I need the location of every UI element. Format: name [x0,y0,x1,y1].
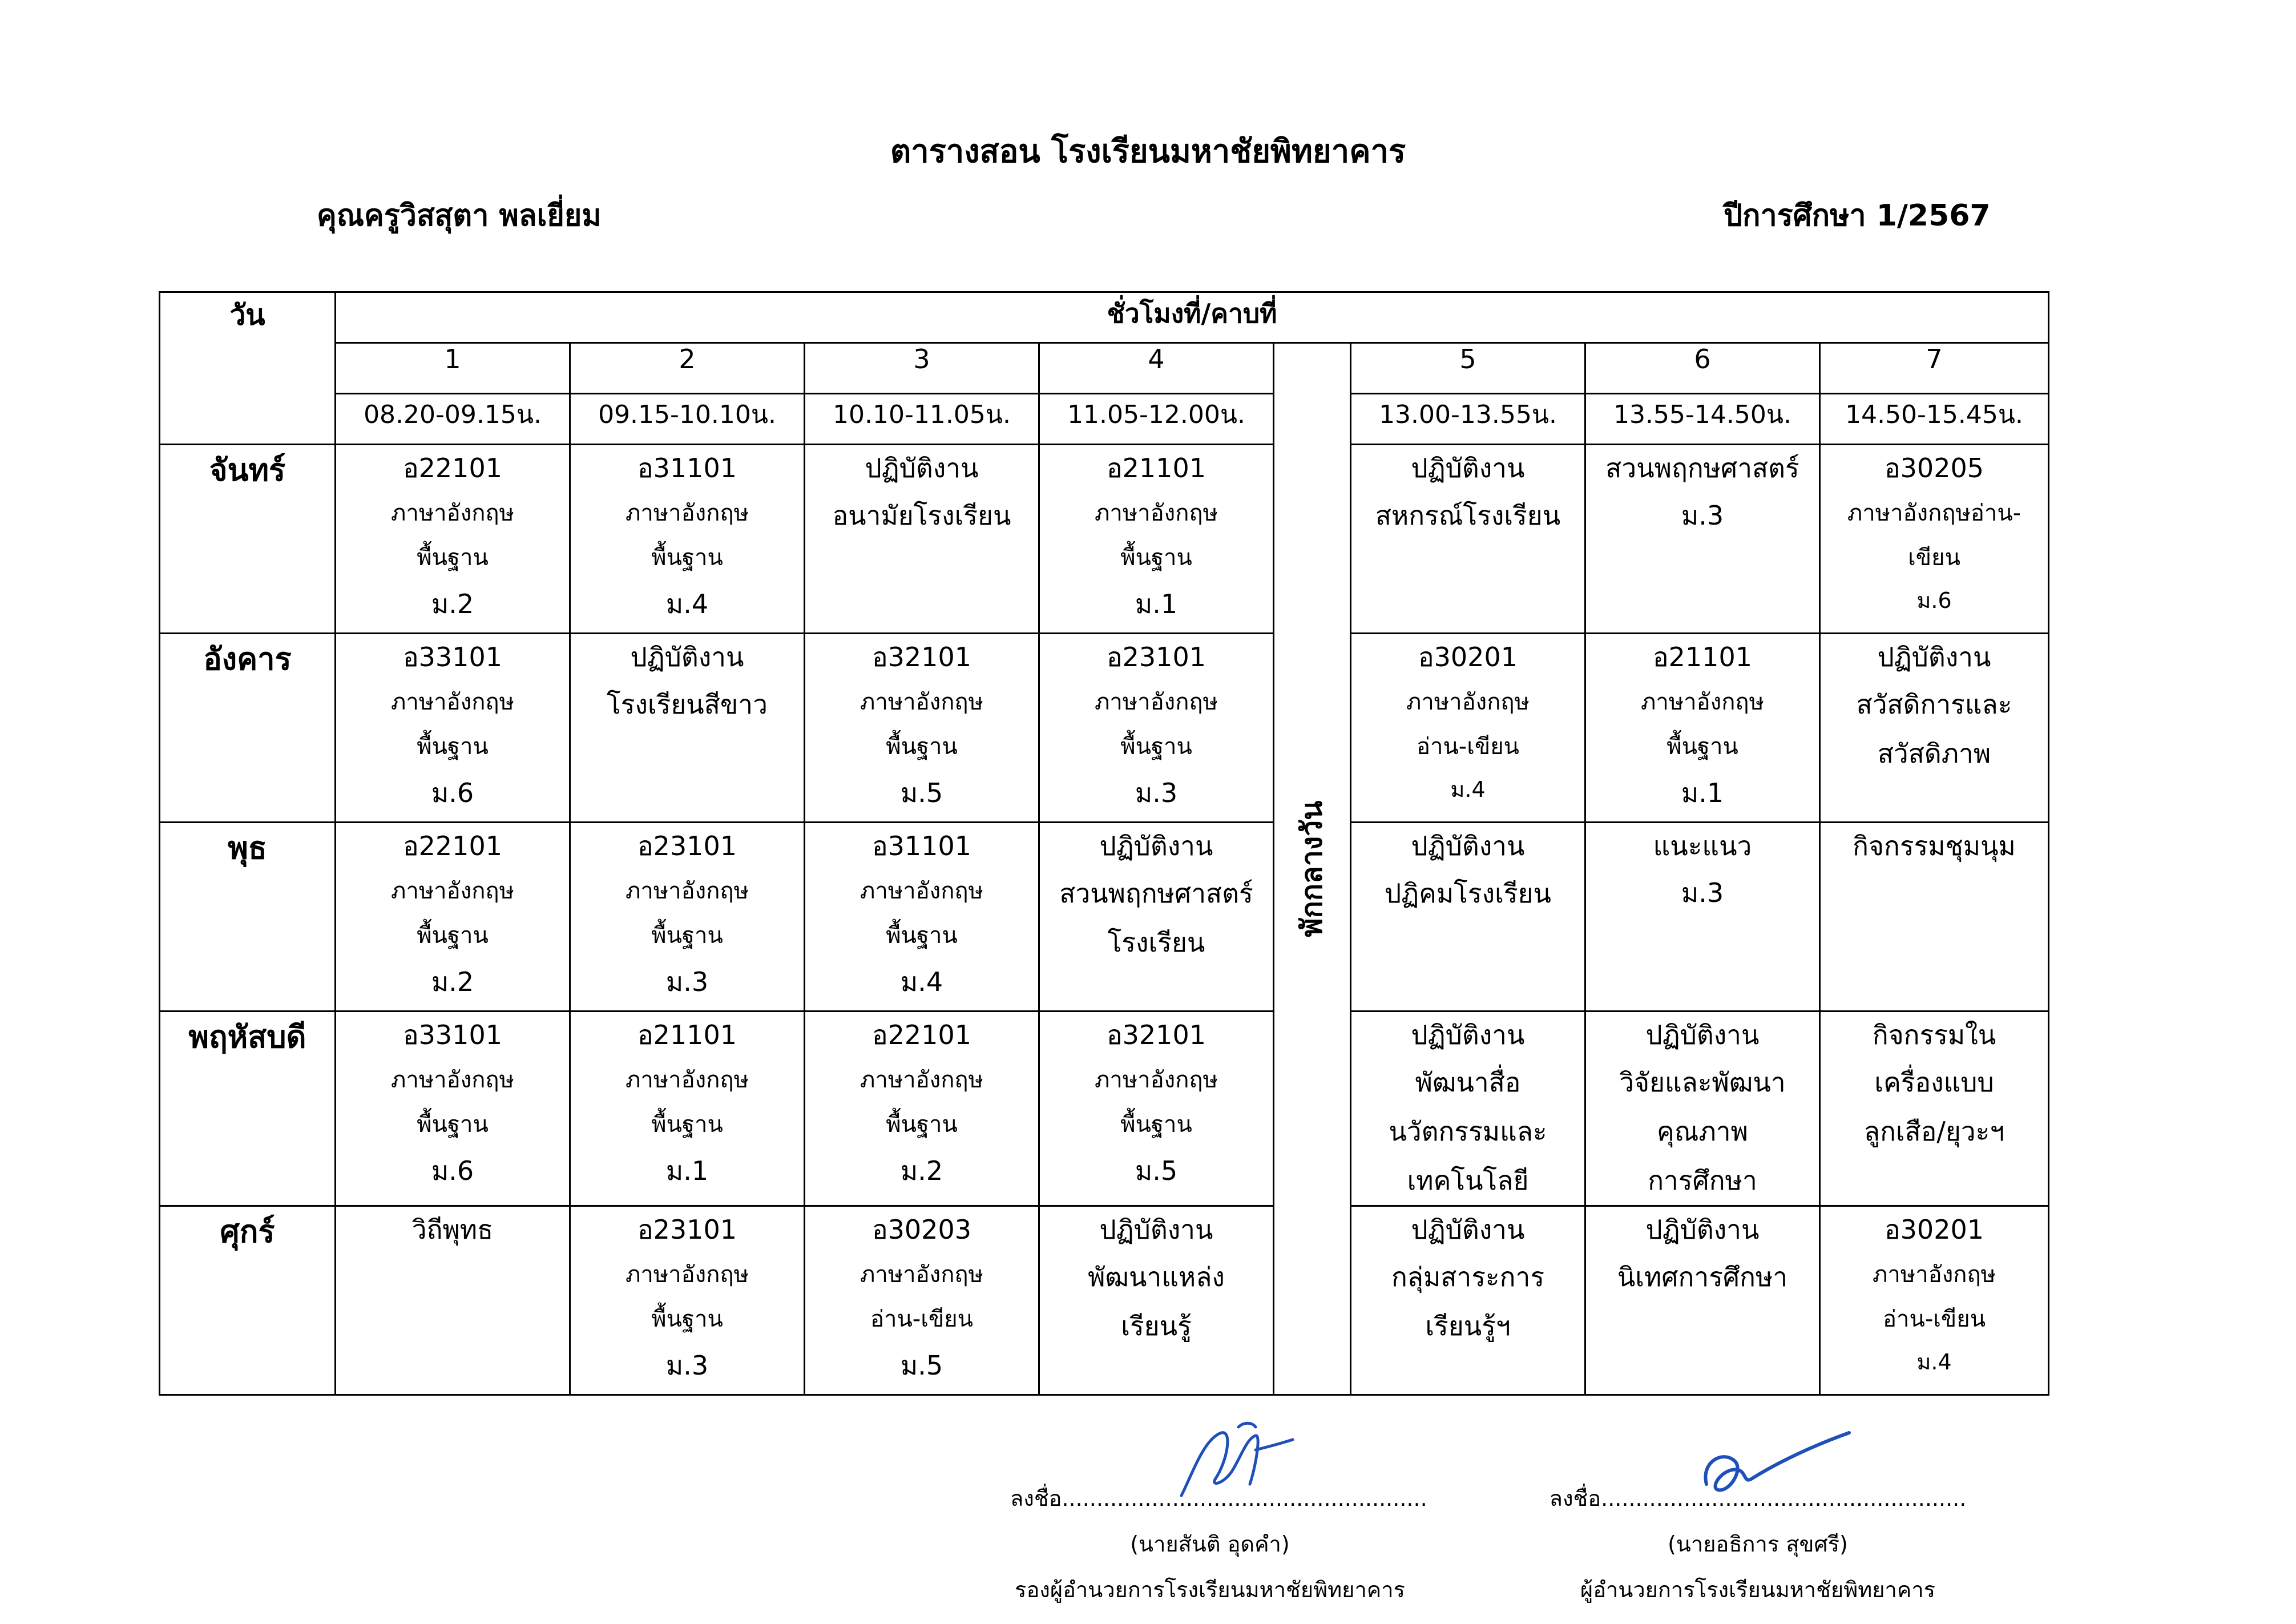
course-line: เขียน [1908,545,1960,571]
course-line: ภาษาอังกฤษ [860,1262,983,1288]
schedule-cell [1039,1012,1274,1206]
schedule-cell [1351,823,1585,1012]
course-line: พื้นฐาน [651,545,723,571]
course-line: ภาษาอังกฤษ [1406,689,1530,715]
course-line: พื้นฐาน [1120,545,1192,571]
grade-level: ม.5 [900,777,943,808]
day-label: พุธ [160,823,336,1012]
schedule-cell [1039,823,1274,1012]
signer-name: (นายอธิการ สุขศรี) [1668,1532,1848,1557]
course-line: ภาษาอังกฤษ [860,1067,983,1093]
duty-line: ปฏิบัติงาน [1645,1214,1760,1245]
duty-line: ปฏิบัติงาน [1099,831,1213,861]
course-line: ภาษาอังกฤษ [860,689,983,715]
duty-line: แนะแนว [1653,831,1752,861]
course-line: ภาษาอังกฤษ [1094,1067,1218,1093]
grade-level: ม.6 [431,1155,474,1186]
course-line: อ่าน-เขียน [870,1306,974,1332]
duty-line: ปฏิบัติงาน [1411,1019,1525,1050]
schedule-cell [1820,634,2049,823]
duty-line: ปฏิบัติงาน [1099,1214,1213,1245]
course-line: พื้นฐาน [1120,1111,1192,1138]
grade-level: ม.4 [900,966,943,997]
course-code: อ33101 [403,642,502,672]
course-line: พื้นฐาน [1120,734,1192,760]
duty-line: พัฒนาสื่อ [1415,1067,1521,1098]
schedule-cell [336,634,570,823]
course-code: อ30203 [872,1214,971,1245]
period-number: 2 [570,343,805,394]
schedule-cell [570,1206,805,1395]
schedule-cell [336,445,570,634]
course-line: ภาษาอังกฤษ [390,878,514,904]
course-line: ภาษาอังกฤษ [390,1067,514,1093]
duty-line: การศึกษา [1648,1165,1757,1196]
day-label: ศุกร์ [160,1206,336,1395]
schedule-cell [336,1012,570,1206]
duty-line: สวัสดิภาพ [1877,738,1991,769]
duty-line: เรียนรู้ [1121,1311,1192,1341]
course-code: อ22101 [872,1019,971,1050]
course-line: ภาษาอังกฤษ [1640,689,1764,715]
course-line: พื้นฐาน [1666,734,1738,760]
course-line: พื้นฐาน [417,545,489,571]
schedule-cell [1585,1206,1820,1395]
duty-line: ปฏิบัติงาน [1411,831,1525,861]
course-line: ภาษาอังกฤษอ่าน- [1847,500,2021,526]
schedule-cell [805,1206,1039,1395]
schedule-cell [1820,1012,2049,1206]
course-line: พื้นฐาน [417,734,489,760]
day-row-thursday [160,1012,2049,1206]
grade-level: ม.2 [431,966,474,997]
period-number: 3 [805,343,1039,394]
course-code: อ30205 [1885,453,1984,483]
duty-line: สหกรณ์โรงเรียน [1375,500,1561,531]
schedule-cell [570,634,805,823]
period-number: 7 [1820,343,2049,394]
schedule-cell [1585,445,1820,634]
course-line: พื้นฐาน [417,1111,489,1138]
period-time: 09.15-10.10น. [570,394,805,445]
grade-level: ม.3 [665,966,709,997]
schedule-cell [1351,445,1585,634]
course-line: พื้นฐาน [886,734,958,760]
schedule-cell [570,1012,805,1206]
duty-line: ปฏิบัติงาน [1645,1019,1760,1050]
course-code: อ32101 [1107,1019,1206,1050]
duty-line: ปฏิบัติงาน [630,642,744,672]
course-line: ภาษาอังกฤษ [625,1262,749,1288]
duty-line: โรงเรียนสีขาว [607,689,768,720]
schedule-cell [805,1012,1039,1206]
lunch-break-label: พักกลางวัน [1295,800,1329,937]
grade-level: ม.3 [1135,777,1178,808]
course-code: อ31101 [872,831,971,861]
signature-block-deputy [1010,1476,1427,1613]
schedule-cell [805,823,1039,1012]
duty-line: อนามัยโรงเรียน [832,500,1011,531]
signature-block-director [1541,1476,1975,1613]
course-code: อ23101 [637,831,737,861]
schedule-cell [1039,1206,1274,1395]
period-header: ชั่วโมงที่/คาบที่ [336,292,2049,343]
duty-line: สวนพฤกษศาสตร์ [1605,453,1799,483]
course-line: พื้นฐาน [886,922,958,949]
grade-level: ม.5 [900,1350,943,1381]
timetable [159,291,2049,1396]
duty-line: วิถีพุทธ [411,1214,494,1245]
schedule-cell [570,445,805,634]
period-time: 08.20-09.15น. [336,394,570,445]
course-code: อ32101 [872,642,971,672]
day-column-header: วัน [160,292,336,445]
grade-level: ม.5 [1135,1155,1178,1186]
duty-line: กลุ่มสาระการ [1391,1262,1545,1292]
signer-position: รองผู้อำนวยการโรงเรียนมหาชัยพิทยาคาร [1015,1577,1405,1602]
course-line: ภาษาอังกฤษ [625,1067,749,1093]
schedule-cell [1820,1206,2049,1395]
course-line: ภาษาอังกฤษ [1094,689,1218,715]
course-line: ภาษาอังกฤษ [1873,1262,1996,1288]
duty-line: เครื่องแบบ [1874,1067,1994,1098]
duty-line: ปฏิบัติงาน [1877,642,1991,672]
duty-line: กิจกรรมชุมนุม [1853,831,2016,861]
course-line: ภาษาอังกฤษ [625,878,749,904]
grade-level: ม.3 [1681,877,1724,908]
grade-level: ม.6 [1916,588,1952,613]
period-time: 11.05-12.00น. [1039,394,1274,445]
period-time: 13.55-14.50น. [1585,394,1820,445]
grade-level: ม.2 [431,589,474,619]
schedule-cell [1039,634,1274,823]
course-line: ภาษาอังกฤษ [390,689,514,715]
duty-line: นวัตกรรมและ [1389,1116,1547,1147]
course-code: อ22101 [403,831,502,861]
day-label: จันทร์ [160,445,336,634]
duty-line: วิจัยและพัฒนา [1619,1067,1786,1098]
teacher-name: คุณครูวิสสุตา พลเยี่ยม [317,199,602,233]
course-line: ภาษาอังกฤษ [860,878,983,904]
course-line: ภาษาอังกฤษ [390,500,514,526]
schedule-cell [336,1206,570,1395]
signer-position: ผู้อำนวยการโรงเรียนมหาชัยพิทยาคาร [1580,1577,1936,1602]
signature-line: ลงชื่อ..................................................... [1549,1486,1967,1511]
duty-line: โรงเรียน [1107,927,1205,958]
course-code: อ33101 [403,1019,502,1050]
course-line: พื้นฐาน [651,1306,723,1332]
duty-line: ปฏิบัติงาน [865,453,979,483]
course-code: อ21101 [1107,453,1206,483]
schedule-cell [1820,823,2049,1012]
period-time: 14.50-15.45น. [1820,394,2049,445]
grade-level: ม.2 [900,1155,943,1186]
schedule-cell [570,823,805,1012]
course-code: อ31101 [637,453,737,483]
schedule-cell [1351,1206,1585,1395]
day-row-friday [160,1206,2049,1395]
lunch-break-column [1274,343,1351,1395]
duty-line: ปฏิบัติงาน [1411,1214,1525,1245]
grade-level: ม.6 [431,777,474,808]
day-row-wednesday [160,823,2049,1012]
period-number: 6 [1585,343,1820,394]
grade-level: ม.3 [665,1350,709,1381]
schedule-cell [336,823,570,1012]
course-code: อ30201 [1418,642,1518,672]
grade-level: ม.1 [1681,777,1724,808]
course-code: อ21101 [1653,642,1752,672]
day-label: อังคาร [160,634,336,823]
duty-line: พัฒนาแหล่ง [1088,1262,1225,1292]
course-line: ภาษาอังกฤษ [625,500,749,526]
course-line: อ่าน-เขียน [1882,1306,1986,1332]
signature-line: ลงชื่อ..................................................... [1010,1486,1427,1511]
duty-line: สวนพฤกษศาสตร์ [1059,878,1253,909]
signer-name: (นายสันติ อุดคำ) [1130,1532,1290,1557]
duty-line: สวัสดิการและ [1856,689,2012,720]
course-code: อ23101 [1107,642,1206,672]
course-line: พื้นฐาน [651,1111,723,1138]
period-number: 5 [1351,343,1585,394]
duty-line: กิจกรรมใน [1872,1019,1996,1050]
period-number: 1 [336,343,570,394]
schedule-cell [1585,634,1820,823]
day-row-tuesday [160,634,2049,823]
grade-level: ม.4 [665,589,709,619]
grade-level: ม.4 [1916,1349,1952,1375]
course-code: อ21101 [637,1019,737,1050]
schedule-cell [1039,445,1274,634]
period-time: 10.10-11.05น. [805,394,1039,445]
grade-level: ม.1 [1135,589,1178,619]
page-title: ตารางสอน โรงเรียนมหาชัยพิทยาคาร [890,133,1406,170]
schedule-cell [1585,823,1820,1012]
duty-line: ปฏิคมโรงเรียน [1385,878,1551,909]
course-line: พื้นฐาน [651,922,723,949]
schedule-cell [805,445,1039,634]
schedule-cell [1820,445,2049,634]
day-label: พฤหัสบดี [160,1012,336,1206]
duty-line: เทคโนโลยี [1407,1165,1529,1196]
course-code: อ23101 [637,1214,737,1245]
period-number: 4 [1039,343,1274,394]
course-code: อ22101 [403,453,502,483]
duty-line: นิเทศการศึกษา [1617,1262,1788,1292]
duty-line: เรียนรู้ฯ [1425,1311,1511,1341]
duty-line: คุณภาพ [1657,1116,1748,1147]
course-code: อ30201 [1885,1214,1984,1245]
period-time: 13.00-13.55น. [1351,394,1585,445]
course-line: ภาษาอังกฤษ [1094,500,1218,526]
course-line: อ่าน-เขียน [1416,734,1520,760]
day-row-monday [160,445,2049,634]
schedule-cell [1351,634,1585,823]
course-line: พื้นฐาน [886,1111,958,1138]
duty-line: ลูกเสือ/ยุวะฯ [1863,1116,2005,1147]
schedule-cell [805,634,1039,823]
course-line: พื้นฐาน [417,922,489,949]
grade-level: ม.4 [1450,777,1486,802]
duty-line: ปฏิบัติงาน [1411,453,1525,483]
grade-level: ม.3 [1681,500,1724,531]
schedule-cell [1585,1012,1820,1206]
grade-level: ม.1 [665,1155,709,1186]
schedule-cell [1351,1012,1585,1206]
academic-year: ปีการศึกษา 1/2567 [1724,199,1991,233]
